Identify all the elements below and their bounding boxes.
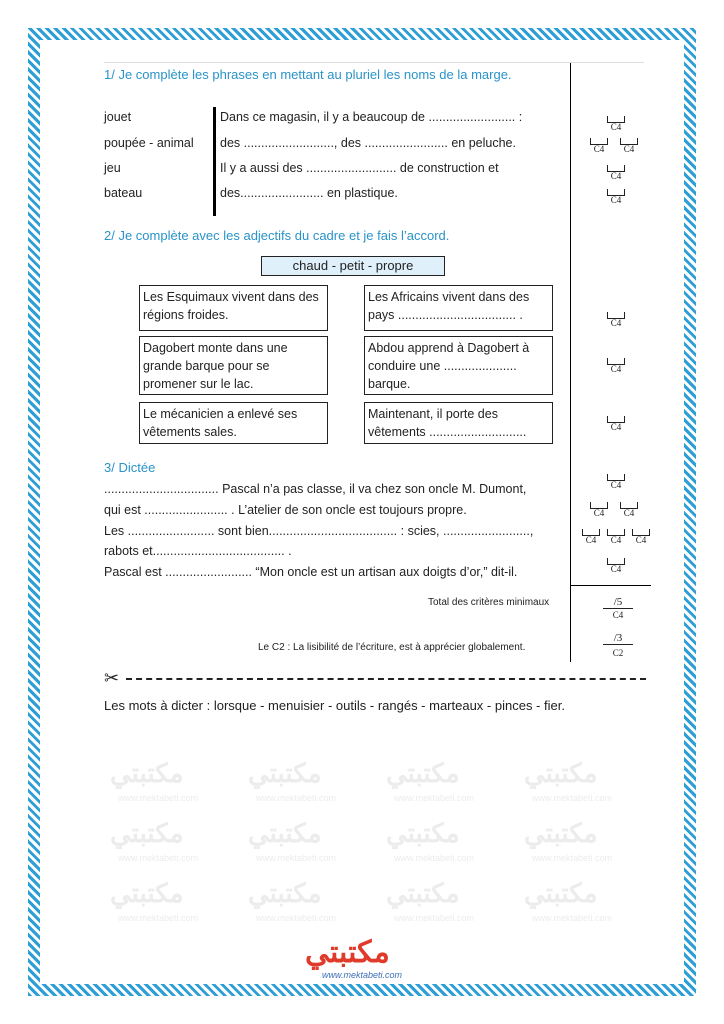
exercise2-box-1: Les Esquimaux vivent dans des régions froides.: [139, 285, 328, 331]
watermark-url: www.mektabeti.com: [532, 913, 613, 923]
watermark-logo: مكتبتي: [386, 878, 460, 908]
total-label: Total des critères minimaux: [428, 597, 550, 608]
criterion-mark: C4: [605, 558, 627, 576]
site-logo: مكتبتي: [305, 936, 390, 969]
exercise1-line-4: des........................ en plastique.: [220, 186, 398, 200]
margin-word-4: bateau: [104, 186, 143, 200]
c2-criterion: C2: [612, 648, 624, 658]
watermark-logo: مكتبتي: [524, 818, 598, 848]
exercise2-box-5: Le mécanicien a enlevé ses vêtements sales.: [139, 402, 328, 444]
watermark-url: www.mektabeti.com: [256, 853, 337, 863]
criterion-mark: C4: [605, 529, 627, 547]
watermark-logo: مكتبتي: [248, 878, 322, 908]
c2-note: Le C2 : La lisibilité de l’écriture, est à apprécier globalement.: [258, 642, 526, 653]
dictation-line-3: Les ......................... sont bien..................................... : scies, .........................,: [104, 524, 534, 538]
criterion-mark: C4: [605, 358, 627, 376]
watermark-url: www.mektabeti.com: [394, 793, 475, 803]
criterion-mark: C4: [618, 138, 640, 156]
watermark-url: www.mektabeti.com: [256, 913, 337, 923]
exercise2-box-4: Abdou apprend à Dagobert à conduire une ..................... barque.: [364, 336, 553, 395]
criteria-separator: [570, 62, 571, 662]
dictation-line-2: qui est ........................ . L’atelier de son oncle est toujours propre.: [104, 503, 467, 517]
margin-bar: [213, 107, 216, 216]
watermark-logo: مكتبتي: [386, 818, 460, 848]
watermark-logo: مكتبتي: [248, 818, 322, 848]
criterion-mark: C4: [618, 502, 640, 520]
section2-heading: 2/ Je complète avec les adjectifs du cadre et je fais l’accord.: [104, 228, 450, 243]
watermark-logo: مكتبتي: [110, 878, 184, 908]
dictation-line-5: Pascal est ......................... “Mon oncle est un artisan aux doigts d’or,” dit-il.: [104, 565, 518, 579]
scissors-icon: ✂: [104, 668, 120, 688]
criterion-mark: C4: [580, 529, 602, 547]
watermark-logo: مكتبتي: [110, 758, 184, 788]
c2-score: /3: [603, 632, 633, 645]
margin-word-3: jeu: [104, 161, 121, 175]
watermark-logo: مكتبتي: [248, 758, 322, 788]
exercise1-line-1: Dans ce magasin, il y a beaucoup de ......................... :: [220, 110, 523, 124]
exercise2-box-6: Maintenant, il porte des vêtements ............................: [364, 402, 553, 444]
criterion-mark: C4: [605, 165, 627, 183]
cut-line: [126, 678, 646, 680]
criterion-mark: C4: [605, 416, 627, 434]
watermark-url: www.mektabeti.com: [532, 853, 613, 863]
section3-heading: 3/ Dictée: [104, 460, 156, 475]
top-rule: [104, 62, 644, 63]
section1-heading: 1/ Je complète les phrases en mettant au pluriel les noms de la marge.: [104, 67, 512, 82]
watermark-logo: مكتبتي: [524, 878, 598, 908]
watermark-logo: مكتبتي: [386, 758, 460, 788]
dictation-line-4: rabots et...................................... .: [104, 544, 292, 558]
margin-word-1: jouet: [104, 110, 132, 124]
watermark-url: www.mektabeti.com: [256, 793, 337, 803]
watermark-logo: مكتبتي: [524, 758, 598, 788]
margin-word-2: poupée - animal: [104, 136, 194, 150]
watermark-logo: مكتبتي: [110, 818, 184, 848]
watermark-url: www.mektabeti.com: [118, 913, 199, 923]
exercise1-line-2: des .........................., des ........................ en peluche.: [220, 136, 516, 150]
criterion-mark: C4: [588, 502, 610, 520]
watermark-url: www.mektabeti.com: [394, 913, 475, 923]
watermark-url: www.mektabeti.com: [118, 793, 199, 803]
exercise2-box-2: Les Africains vivent dans des pays .................................. .: [364, 285, 553, 331]
adjective-box: chaud - petit - propre: [261, 256, 445, 276]
total-criterion: C4: [612, 610, 624, 620]
watermark-url: www.mektabeti.com: [394, 853, 475, 863]
criterion-mark: C4: [605, 189, 627, 207]
watermark-url: www.mektabeti.com: [532, 793, 613, 803]
total-rule: [571, 585, 651, 586]
watermark-url: www.mektabeti.com: [118, 853, 199, 863]
criterion-mark: C4: [630, 529, 652, 547]
criterion-mark: C4: [605, 474, 627, 492]
criterion-mark: C4: [588, 138, 610, 156]
total-score: /5: [603, 596, 633, 609]
exercise1-line-3: Il y a aussi des .......................... de construction et: [220, 161, 499, 175]
exercise2-box-3: Dagobert monte dans une grande barque pour se promener sur le lac.: [139, 336, 328, 395]
criterion-mark: C4: [605, 116, 627, 134]
dictation-line-1: ................................. Pascal n’a pas classe, il va chez son oncle M. Dumont,: [104, 482, 527, 496]
site-url: www.mektabeti.com: [322, 970, 403, 980]
dictation-words: Les mots à dicter : lorsque - menuisier - outils - rangés - marteaux - pinces - fier.: [104, 698, 565, 713]
criterion-mark: C4: [605, 312, 627, 330]
